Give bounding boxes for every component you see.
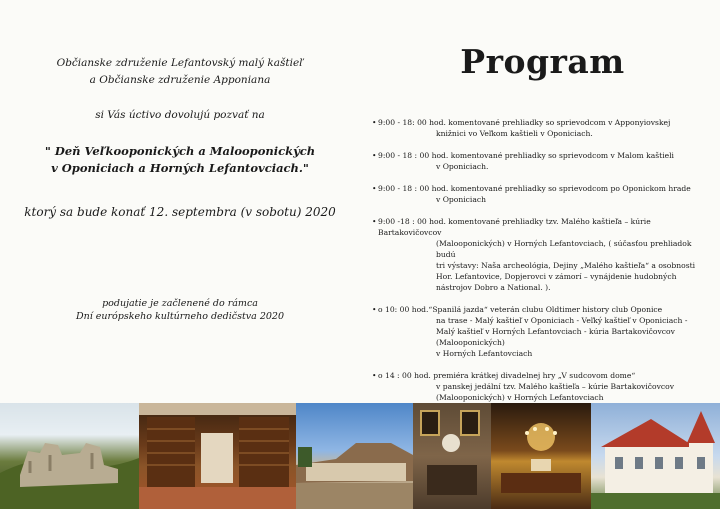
invite-line: si Vás úctivo dovolujú pozvať na	[95, 109, 265, 121]
manor-yard-graphic	[296, 403, 413, 509]
program-item-head: 9:00 - 18 : 00 hod. komentované prehliadky so sprievodcom v Malom kaštieli	[378, 151, 674, 160]
organizers	[20, 55, 340, 89]
program-item-continuation: v Horných Lefantovciach	[436, 349, 533, 358]
bullet-icon: •	[372, 151, 377, 160]
event-name-line-1: " Deň Veľkooponických a Malooponických	[44, 144, 316, 158]
program-item-continuation: nástrojov Dobro a National. ).	[436, 283, 551, 292]
event-name	[20, 143, 340, 177]
program-item	[372, 216, 712, 293]
small-manor-graphic	[591, 403, 720, 509]
program-item-head: 9:00 - 18: 00 hod. komentované prehliadky so sprievodcom v Apponyiovskej	[378, 118, 671, 127]
program-item-continuation: (Malooponických) v Horných Lefantovciach	[436, 393, 604, 402]
invitation-text	[20, 55, 340, 323]
program-item-continuation: v Oponiciach	[436, 195, 487, 204]
program-item-body	[378, 150, 712, 172]
bullet-icon: •	[372, 118, 377, 127]
program-item-continuation: v panskej jedální tzv. Malého kaštieľa – kúrie Bartakovičovcov	[436, 382, 674, 391]
event-name-line-2: v Oponiciach a Horných Lefantovciach."	[51, 161, 309, 175]
castle-ruins-photo	[0, 403, 139, 509]
bullet-icon: •	[372, 184, 377, 193]
bullet-icon: •	[372, 217, 377, 226]
program-item-head: o 10: 00 hod.“Spanilá jazda“ veterán clubu Oldtimer history club Oponice	[378, 305, 663, 314]
library-graphic	[139, 403, 296, 509]
program-item	[372, 150, 712, 172]
interior-portraits-graphic	[413, 403, 491, 509]
program-item-body	[378, 304, 712, 359]
program-item-continuation: Malý kaštieľ v Horných Lefantovciach - kúria Bartakovičovcov (Malooponických)	[436, 327, 675, 347]
program-item-head: 9:00 -18 : 00 hod. komentované prehliadky tzv. Malého kaštieľa – kúrie Bartakovičovcov	[378, 217, 651, 237]
program-item-continuation: v Oponiciach.	[436, 162, 489, 171]
program-item	[372, 370, 712, 403]
program-title: Program	[460, 42, 625, 81]
event-date: ktorý sa bude konať 12. septembra (v sobotu) 2020	[24, 205, 336, 219]
program-item-continuation: Hor. Lefantovice, Dopjerovci v zámorí – vynájdenie hudobných	[436, 272, 677, 281]
heritage-note-line-1: podujatie je začlenené do rámca	[102, 298, 258, 309]
program-item	[372, 117, 712, 139]
organizer-line-1: Občianske združenie Lefantovský malý kaštieľ	[56, 57, 304, 69]
program-item-continuation: na trase - Malý kaštieľ v Oponiciach - Veľký kaštieľ v Oponiciach -	[436, 316, 688, 325]
photo-strip	[0, 403, 720, 509]
program-item-continuation: knižnici vo Veľkom kaštieli v Oponiciach.	[436, 129, 593, 138]
program-item	[372, 304, 712, 359]
castle-ruins-graphic	[0, 403, 139, 509]
program-item-head: o 14 : 00 hod. premiéra krátkej divadelnej hry „V sudcovom dome“	[378, 371, 636, 380]
program-item-body	[378, 216, 712, 293]
program-item-continuation: (Malooponických) v Horných Lefantovciach, ( súčasťou prehliadok budú	[436, 239, 692, 259]
organizer-line-2: a Občianske združenie Apponiana	[89, 74, 271, 86]
program-item-continuation: tri výstavy: Naša archeológia, Dejiny „Malého kaštieľa“ a osobnosti	[436, 261, 696, 270]
program-item	[372, 183, 712, 205]
chandelier-graphic	[491, 403, 591, 509]
manor-yard-photo	[296, 403, 413, 509]
interior-portraits-photo	[413, 403, 491, 509]
chandelier-dining-photo	[491, 403, 591, 509]
program-item-body	[378, 370, 712, 403]
program-list	[372, 117, 712, 414]
program-item-body	[378, 183, 712, 205]
heritage-note-line-2: Dní európskeho kultúrneho dedičstva 2020	[75, 311, 285, 322]
bullet-icon: •	[372, 305, 377, 314]
library-photo	[139, 403, 296, 509]
heritage-note	[20, 297, 340, 323]
small-manor-photo	[591, 403, 720, 509]
bullet-icon: •	[372, 371, 377, 380]
program-item-head: 9:00 - 18 : 00 hod. komentované prehliadky so sprievodcom po Oponickom hrade	[378, 184, 691, 193]
program-item-body	[378, 117, 712, 139]
